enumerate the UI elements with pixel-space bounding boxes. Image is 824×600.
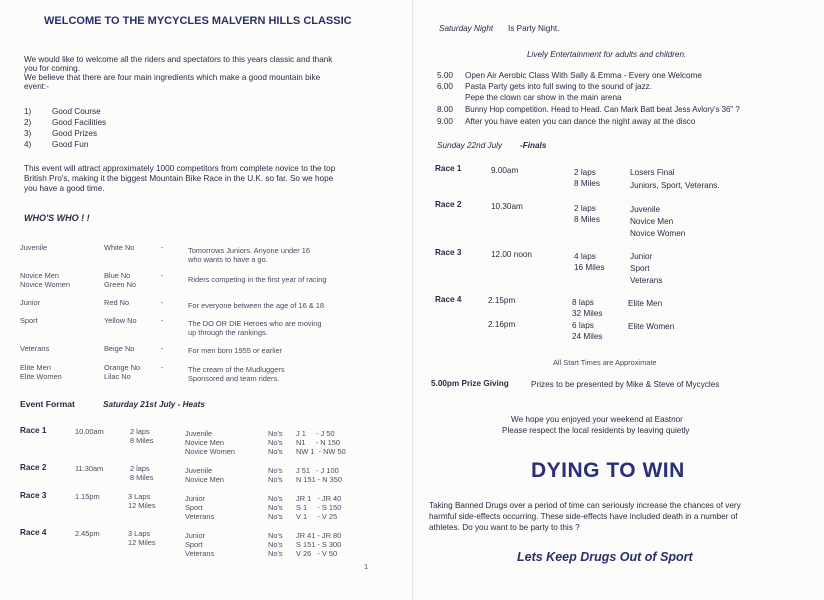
number-colour: Orange No: [104, 363, 141, 372]
dash: -: [161, 344, 164, 353]
dash: -: [161, 271, 164, 280]
party-item: After you have eaten you can dance the night away at the disco: [465, 117, 696, 126]
list-number: 4): [24, 140, 32, 149]
drugs-line: Taking Banned Drugs over a period of time can seriously increase the chances of very: [429, 501, 741, 510]
race-time: 12.00 noon: [491, 250, 532, 259]
page-title: WELCOME TO THE MYCYCLES MALVERN HILLS CLASSIC: [44, 15, 352, 27]
right-page: [412, 0, 824, 600]
category: Sport: [185, 540, 203, 549]
headline: DYING TO WIN: [531, 459, 685, 482]
number-colour: Beige No: [104, 344, 135, 353]
category: Juvenile: [185, 429, 213, 438]
number-range: V 26 - V 50: [296, 549, 338, 558]
numbers-label: No's: [268, 438, 283, 447]
approx-note: All Start Times are Approximate: [553, 358, 657, 367]
category: Sport: [20, 316, 38, 325]
number-range: J 51 - J 100: [296, 466, 339, 475]
race-time: 11.30am: [75, 464, 104, 473]
page-number: 1: [364, 562, 369, 571]
laps: 6 laps: [572, 321, 594, 330]
category: Veterans: [185, 549, 215, 558]
dash: -: [161, 243, 164, 252]
slogan: Lets Keep Drugs Out of Sport: [517, 550, 693, 564]
whos-who-heading: WHO'S WHO ! !: [24, 213, 90, 223]
numbers-label: No's: [268, 503, 283, 512]
number-colour: Yellow No: [104, 316, 137, 325]
race-time: 2.45pm: [75, 529, 100, 538]
miles: 8 Miles: [130, 473, 154, 482]
prize-giving-label: 5.00pm Prize Giving: [431, 379, 509, 388]
race-label: Race 1: [20, 426, 47, 435]
list-item: Good Fun: [52, 140, 89, 149]
miles: 8 Miles: [574, 179, 600, 188]
event-line: This event will attract approximately 1000 competitors from complete novice to the top: [24, 164, 336, 173]
category: Novice Men: [185, 438, 225, 447]
race-label: Race 2: [435, 200, 462, 209]
number-colour: Red No: [104, 298, 130, 307]
laps: 2 laps: [130, 427, 150, 436]
party-time: 5.00: [437, 71, 453, 80]
miles: 32 Miles: [572, 309, 603, 318]
finals-label: -Finals: [520, 141, 547, 150]
prize-giving-text: Prizes to be presented by Mike & Steve of Mycycles: [531, 380, 720, 389]
miles: 16 Miles: [574, 263, 605, 272]
laps: 2 laps: [130, 464, 150, 473]
number-range: NW 1 - NW 50: [296, 447, 346, 456]
number-range: JR 41 - JR 80: [296, 531, 342, 540]
category: Junior: [630, 252, 653, 261]
list-number: 3): [24, 129, 32, 138]
category: Elite Women: [628, 322, 675, 331]
list-item: Good Prizes: [52, 129, 98, 138]
description: For everyone between the age of 16 & 18: [188, 301, 324, 310]
party-night-label: Is Party Night.: [508, 24, 560, 33]
race-label: Race 4: [20, 528, 47, 537]
intro-line: you for coming.: [24, 64, 80, 73]
heats-label: Saturday 21st July - Heats: [103, 400, 205, 409]
category: Novice Women: [185, 447, 235, 456]
description: For men born 1955 or earlier: [188, 346, 283, 355]
race-label: Race 4: [435, 295, 462, 304]
laps: 3 Laps: [128, 492, 151, 501]
laps: 8 laps: [572, 298, 594, 307]
numbers-label: No's: [268, 549, 283, 558]
dash: -: [161, 298, 164, 307]
category: Veterans: [20, 344, 50, 353]
numbers-label: No's: [268, 531, 283, 540]
saturday-night-label: Saturday Night: [439, 24, 494, 33]
category: Elite Men: [20, 363, 51, 372]
category: Novice Women: [630, 229, 686, 238]
miles: 8 Miles: [574, 215, 600, 224]
numbers-label: No's: [268, 475, 283, 484]
miles: 24 Miles: [572, 332, 603, 341]
race-label: Race 3: [20, 491, 47, 500]
intro-line: We believe that there are four main ingredients which make a good mountain bike: [24, 73, 321, 82]
race-time: 9.00am: [491, 166, 519, 175]
event-line: you have a good time.: [24, 184, 105, 193]
laps: 2 laps: [574, 204, 596, 213]
number-colour: Blue No: [104, 271, 131, 280]
number-range: N 151 - N 350: [296, 475, 343, 484]
numbers-label: No's: [268, 512, 283, 521]
description: The DO OR DIE Heroes who are moving: [188, 319, 322, 328]
number-range: JR 1 - JR 40: [296, 494, 342, 503]
category: Novice Men: [20, 271, 60, 280]
description: up through the rankings.: [188, 328, 268, 337]
party-item: Pasta Party gets into full swing to the sound of jazz.: [465, 82, 653, 91]
laps: 4 laps: [574, 252, 596, 261]
party-time: 6.00: [437, 82, 453, 91]
category: Juvenile: [20, 243, 48, 252]
dash: -: [161, 363, 164, 372]
list-item: Good Course: [52, 107, 101, 116]
number-colour: White No: [104, 243, 135, 252]
laps: 3 Laps: [128, 529, 151, 538]
description: The cream of the Mudluggers: [188, 365, 285, 374]
miles: 12 Miles: [128, 501, 156, 510]
list-item: Good Facilities: [52, 118, 107, 127]
event-format-label: Event Format: [20, 399, 75, 409]
race-label: Race 3: [435, 248, 462, 257]
category: Losers Final: [630, 168, 675, 177]
laps: 2 laps: [574, 168, 596, 177]
category: Novice Men: [185, 475, 225, 484]
category: Juniors, Sport, Veterans.: [630, 181, 720, 190]
number-range: S 151 - S 300: [296, 540, 342, 549]
race-time: 2.15pm: [488, 296, 516, 305]
category: Junior: [20, 298, 41, 307]
category: Veterans: [185, 512, 215, 521]
race-time: 2.16pm: [488, 320, 516, 329]
race-time: 10.00am: [75, 427, 104, 436]
race-label: Race 2: [20, 463, 47, 472]
category: Juvenile: [630, 205, 661, 214]
category: Junior: [185, 494, 206, 503]
category: Novice Men: [630, 217, 674, 226]
list-number: 2): [24, 118, 32, 127]
race-time: 1.15pm: [75, 492, 100, 501]
party-item: Pepe the clown car show in the main arena: [465, 93, 622, 102]
category: Veterans: [630, 276, 663, 285]
drugs-line: athletes. Do you want to be party to this ?: [429, 523, 580, 532]
miles: 12 Miles: [128, 538, 156, 547]
lively-entertainment: Lively Entertainment for adults and children.: [527, 50, 687, 59]
sunday-label: Sunday 22nd July: [437, 141, 503, 150]
number-range: V 1 - V 25: [296, 512, 338, 521]
miles: 8 Miles: [130, 436, 154, 445]
number-colour: Green No: [104, 280, 137, 289]
category: Sport: [630, 264, 650, 273]
description: Sponsored and team riders.: [188, 374, 280, 383]
numbers-label: No's: [268, 429, 283, 438]
party-time: 8.00: [437, 105, 453, 114]
category: Elite Men: [628, 299, 663, 308]
description: Riders competing in the first year of racing: [188, 275, 327, 284]
description: who wants to have a go.: [188, 255, 268, 264]
numbers-label: No's: [268, 447, 283, 456]
numbers-label: No's: [268, 540, 283, 549]
dash: -: [161, 316, 164, 325]
category: Juvenile: [185, 466, 213, 475]
category: Sport: [185, 503, 203, 512]
drugs-line: harmful side-effects occurring. These side-effects have included death in a number of: [429, 512, 738, 521]
enjoy-line: We hope you enjoyed your weekend at Eastnor: [511, 415, 683, 424]
party-item: Bunny Hop competition. Head to Head. Can Mark Batt beat Jess Avlory's 36" ?: [465, 105, 740, 114]
race-label: Race 1: [435, 164, 462, 173]
category: Novice Women: [20, 280, 70, 289]
event-line: British Pro's, making it the biggest Mountain Bike Race in the U.K. so far. So we hope: [24, 174, 334, 183]
number-colour: Lilac No: [104, 372, 131, 381]
party-item: Open Air Aerobic Class With Sally & Emma - Every one Welcome: [465, 71, 702, 80]
intro-line: event:-: [24, 82, 50, 91]
number-range: J 1 - J 50: [296, 429, 335, 438]
numbers-label: No's: [268, 466, 283, 475]
enjoy-line: Please respect the local residents by leaving quietly: [502, 426, 690, 435]
race-time: 10.30am: [491, 202, 523, 211]
party-time: 9.00: [437, 117, 453, 126]
category: Elite Women: [20, 372, 62, 381]
intro-line: We would like to welcome all the riders and spectators to this years classic and thank: [24, 55, 333, 64]
description: Tomorrows Juniors. Anyone under 16: [188, 246, 311, 255]
category: Junior: [185, 531, 206, 540]
number-range: S 1 - S 150: [296, 503, 342, 512]
number-range: N1 - N 150: [296, 438, 340, 447]
numbers-label: No's: [268, 494, 283, 503]
list-number: 1): [24, 107, 32, 116]
